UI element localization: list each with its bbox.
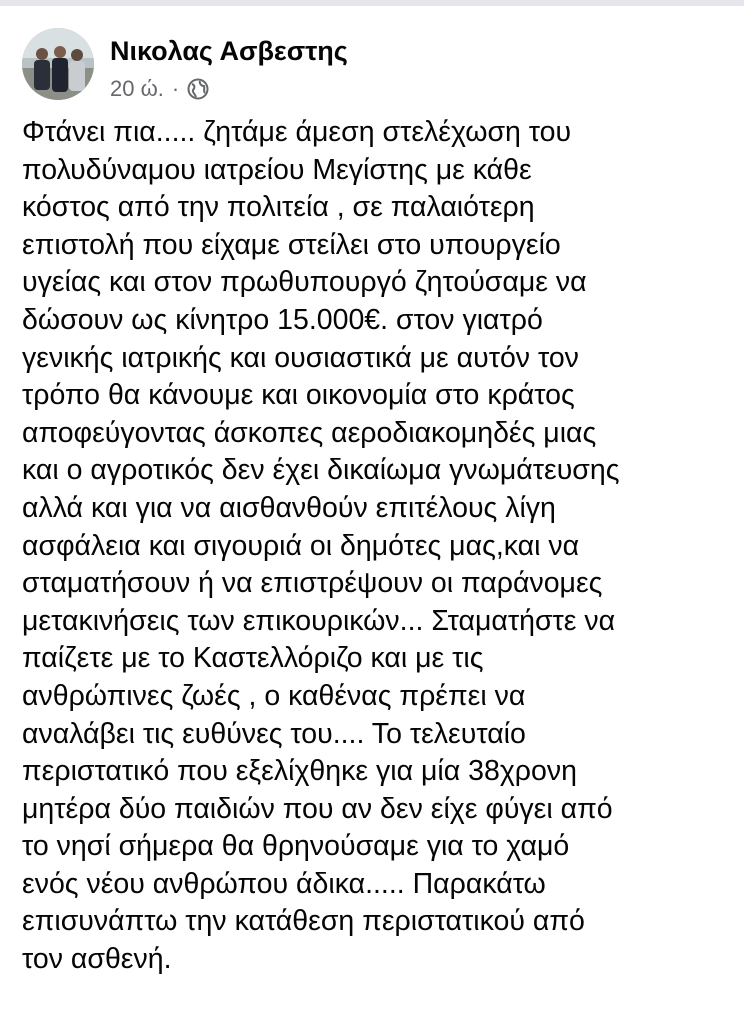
post-text-line: ανθρώπινες ζωές , ο καθένας πρέπει να — [22, 679, 526, 712]
post-header — [22, 28, 722, 108]
post-text-line: γενικής ιατρικής και ουσιαστικά με αυτόν τον — [22, 341, 579, 374]
post-time[interactable]: 20 ώ. — [110, 76, 164, 101]
post-text-line: περιστατικό που εξελίχθηκε για μία 38χρονη — [22, 755, 577, 788]
post-text-line: κόστος από την πολιτεία , σε παλαιότερη — [22, 191, 535, 224]
author-name[interactable]: Νικολας Ασβεστης — [110, 36, 348, 66]
post-text-line: σταματήσουν ή να επιστρέψουν οι παράνομες — [22, 567, 603, 600]
post-text-line: τρόπο θα κάνουμε και οικονομία στο κράτος — [22, 379, 575, 412]
post-text-line: το νησί σήμερα θα θρηνούσαμε για το χαμό — [22, 830, 570, 863]
facebook-post — [0, 6, 744, 1024]
post-text-line: Φτάνει πια..... ζητάμε άμεση στελέχωση του — [22, 116, 572, 148]
post-text-line: δώσουν ως κίνητρο 15.000€. στον γιατρό — [22, 303, 543, 336]
post-text-line: μετακινήσεις των επικουρικών... Σταματήστε να — [22, 604, 616, 637]
post-text-line: ενός νέου ανθρώπου άδικα..... Παρακάτω — [22, 867, 546, 900]
post-meta — [110, 76, 209, 102]
post-text-line: πολυδύναμου ιατρείου Μεγίστης με κάθε — [22, 153, 532, 186]
post-text-line: υγείας και στον πρωθυπουργό ζητούσαμε να — [22, 266, 587, 299]
post-text-line: και ο αγροτικός δεν έχει δικαίωμα γνωμάτευσης — [22, 454, 620, 487]
avatar[interactable] — [22, 28, 94, 100]
post-text-line: ασφάλεια και σιγουριά οι δημότες μας,και να — [22, 529, 580, 562]
post-text-line: επιστολή που είχαμε στείλει στο υπουργείο — [22, 228, 561, 261]
post-text-line: αλλά και για να αισθανθούν επιτέλους λίγη — [22, 491, 556, 524]
post-body — [22, 114, 734, 979]
post-text-line: αναλάβει τις ευθύνες του.... Το τελευταίο — [22, 717, 526, 750]
post-text-line: επισυνάπτω την κατάθεση περιστατικού από — [22, 905, 585, 938]
globe-icon[interactable] — [187, 78, 209, 100]
post-text-line: τον ασθενή. — [22, 943, 172, 976]
avatar-photo — [22, 28, 94, 100]
post-text-line: παίζετε με το Καστελλόριζο και με τις — [22, 642, 484, 675]
post-text-line: αποφεύγοντας άσκοπες αεροδιακομηδές μιας — [22, 416, 597, 449]
post-text-line: μητέρα δύο παιδιών που αν δεν είχε φύγει από — [22, 792, 613, 825]
meta-separator: · — [171, 76, 180, 101]
